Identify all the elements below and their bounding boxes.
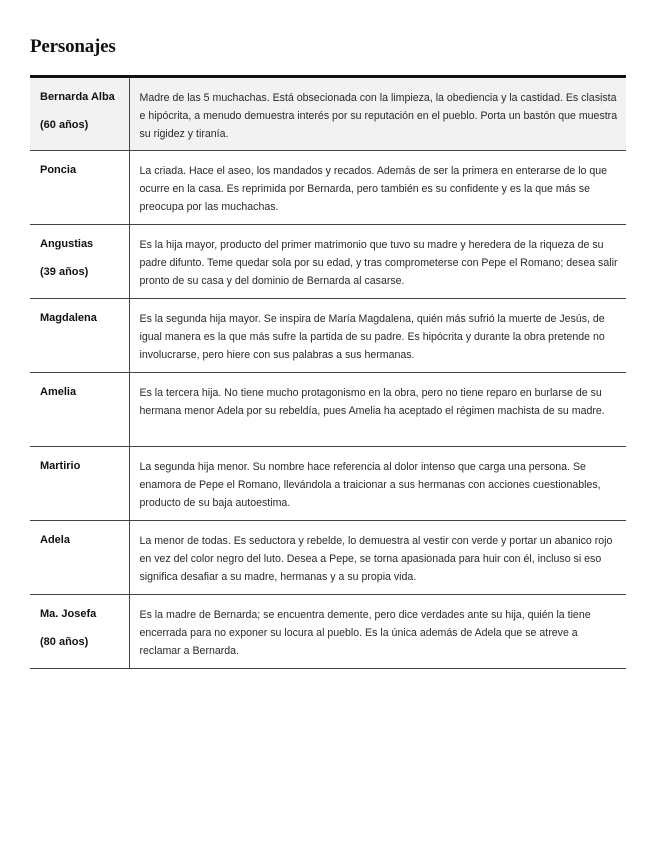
character-age: (39 años) [40,266,89,278]
character-name: Martirio [40,460,81,472]
character-name-cell [30,373,129,447]
table-row [30,151,626,225]
character-description: La criada. Hace el aseo, los mandados y recados. Además de ser la primera en enterarse de lo que ocurre en la casa. Es reprimida por Bernarda, pero también es su confidente y es la que más se preocupa por las muchachas. [129,151,626,225]
character-name-cell [30,595,129,669]
character-description: La menor de todas. Es seductora y rebelde, lo demuestra al vestir con verde y portar un abanico rojo en vez del color negro del luto. Desea a Pepe, se torna apasionada para huir con él, incluso si eso significa desafiar a su madre, hermanas y a su propia vida. [129,521,626,595]
table-row [30,77,626,151]
character-name: Angustias [40,238,94,250]
table-row [30,225,626,299]
character-name: Magdalena [40,312,97,324]
character-age: (60 años) [40,119,89,131]
character-description: Es la hija mayor, producto del primer matrimonio que tuvo su madre y heredera de la riqueza de su padre difunto. Teme quedar sola por su edad, y tras comprometerse con Pepe el Romano; desea salir pronto de su casa y del dominio de Bernarda al casarse. [129,225,626,299]
character-name-cell [30,225,129,299]
page-title: Personajes [30,36,116,57]
table-row [30,595,626,669]
characters-table [30,75,626,669]
character-name: Poncia [40,164,77,176]
character-name-cell [30,77,129,151]
character-description: Es la segunda hija mayor. Se inspira de María Magdalena, quién más sufrió la muerte de Jesús, de igual manera es la que más sufre la partida de su padre. Es hipócrita y durante la obra pretende no involucrarse, pero hiere con sus palabras a sus hermanas. [129,299,626,373]
character-description: La segunda hija menor. Su nombre hace referencia al dolor intenso que carga una persona. Se enamora de Pepe el Romano, llevándola a traicionar a sus hermanas con acciones cuestionables, producto de su baja autoestima. [129,447,626,521]
character-name-cell [30,151,129,225]
character-description: Madre de las 5 muchachas. Está obsecionada con la limpieza, la obediencia y la castidad. Es clasista e hipócrita, a menudo demuestra interés por su reputación en el pueblo. Porta un bastón que muestra su rigidez y tiranía. [129,77,626,151]
character-description: Es la tercera hija. No tiene mucho protagonismo en la obra, pero no tiene reparo en burlarse de su hermana menor Adela por su rebeldía, pues Amelia ha aceptado el régimen machista de su madre. [129,373,626,447]
character-name: Ma. Josefa [40,608,97,620]
table-row [30,373,626,447]
character-name-cell [30,299,129,373]
character-name-cell [30,521,129,595]
character-name-cell [30,447,129,521]
table-row [30,447,626,521]
character-name: Adela [40,534,70,546]
character-description: Es la madre de Bernarda; se encuentra demente, pero dice verdades ante su hija, quién la tiene encerrada para no exponer su locura al pueblo. Es la única además de Adela que se atreve a reclamar a Bernarda. [129,595,626,669]
character-age: (80 años) [40,636,89,648]
table-row [30,521,626,595]
character-name: Bernarda Alba [40,91,115,103]
character-name: Amelia [40,386,77,398]
table-row [30,299,626,373]
